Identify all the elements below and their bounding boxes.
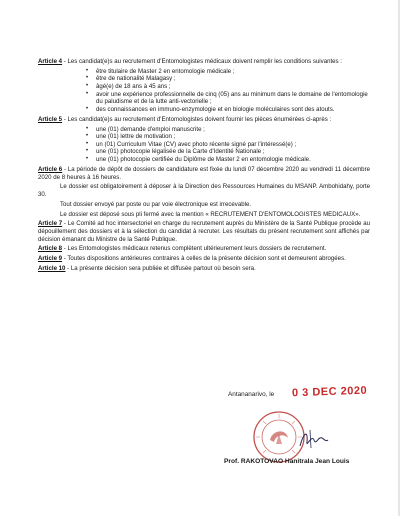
article-6 <box>38 166 370 181</box>
article-10-label: Article 10 <box>38 264 66 272</box>
article-5 <box>38 116 370 124</box>
list-item: • âgé(e) de 18 ans à 45 ans ; <box>96 83 370 91</box>
list-item: • des connaissances en immuno-enzymologie et en biologie moléculaires sont des atouts. <box>96 106 370 114</box>
list-item: • être titulaire de Master 2 en entomologie médicale ; <box>96 68 370 76</box>
documents-list <box>38 126 370 164</box>
article-6-label: Article 6 <box>38 166 63 174</box>
article-8 <box>38 245 370 253</box>
article-8-label: Article 8 <box>38 245 63 253</box>
article-7-label: Article 7 <box>38 220 63 228</box>
article-7 <box>38 220 370 243</box>
article-9-label: Article 9 <box>38 255 63 263</box>
article-4-label: Article 4 <box>38 58 63 65</box>
document-body <box>38 58 370 275</box>
article-4 <box>38 58 370 66</box>
article-9-text: - Toutes dispositions antérieures contraires à celles de la présente décision sont et demeurent abrogées. <box>62 255 346 263</box>
article-10 <box>38 265 370 273</box>
article-10-text: - La présente décision sera publiée et diffusée partout où besoin sera. <box>65 264 256 272</box>
article-4-intro: - Les candidat(e)s au recrutement d'Entomologistes médicaux doivent remplir les conditions suivantes : <box>62 58 342 65</box>
list-item: • avoir une expérience professionnelle de cinq (05) ans au minimum dans le domaine de l'entomologie du paludisme et de la lutte anti-vectorielle ; <box>96 91 370 106</box>
date-stamp: 0 3 DEC 2020 <box>291 384 368 400</box>
list-item: • un (01) Curriculum Vitae (CV) avec photo récente signé par l'intéressé(e) ; <box>96 141 370 149</box>
signature <box>296 426 330 452</box>
list-item: • une (01) demande d'emploi manuscrite ; <box>96 126 370 134</box>
conditions-list <box>38 68 370 114</box>
article-5-intro: - Les candidat(e)s au recrutement d'Entomologistes doivent fournir les pièces énumérées ci-après : <box>62 115 332 123</box>
article-6-text: - La période de dépôt de dossiers de candidature est fixée du lundi 07 décembre 2020 au vendredi 11 décembre 2020 de 8 heures à 16 heures. <box>38 166 370 181</box>
article-7-text: - Le Comité ad hoc intersectoriel en charge du recrutement auprès du Ministère de la Santé Publique procède au dépouillement des dossiers et à la sélection du candidat à recruter. Les résultats du présent recrutement sont affichés par décision émanant du Ministre de la Santé Publique. <box>38 220 370 243</box>
signer-name: Prof. RAKOTOVAO Hanitrala Jean Louis <box>224 458 350 465</box>
place-line: Antananarivo, le <box>228 391 275 398</box>
article-6-envelope-mention: Le dossier est déposé sous pli fermé avec la mention « RECRUTEMENT D'ENTOMOLOGISTES MEDICAUX». <box>60 210 361 218</box>
article-6-postal-note: Tout dossier envoyé par poste ou par voie électronique est irrecevable. <box>60 200 252 208</box>
list-item: • une (01) lettre de motivation ; <box>96 133 370 141</box>
list-item: • une (01) photocopie légalisée de la Carte d'Identité Nationale ; <box>96 148 370 156</box>
list-item: • être de nationalité Malagasy ; <box>96 75 370 83</box>
article-8-text: - Les Entomologistes médicaux retenus complètent ultérieurement leurs dossiers de recrutement. <box>62 245 327 253</box>
list-item: • une (01) photocopie certifiée du Diplôme de Master 2 en entomologie médicale. <box>96 156 370 164</box>
article-5-label: Article 5 <box>38 115 63 123</box>
article-6-deposit-location: Le dossier est obligatoirement à déposer à la Direction des Ressources Humaines du MSANP. Ambohidahy, porte 30. <box>38 183 370 199</box>
article-9 <box>38 255 370 263</box>
